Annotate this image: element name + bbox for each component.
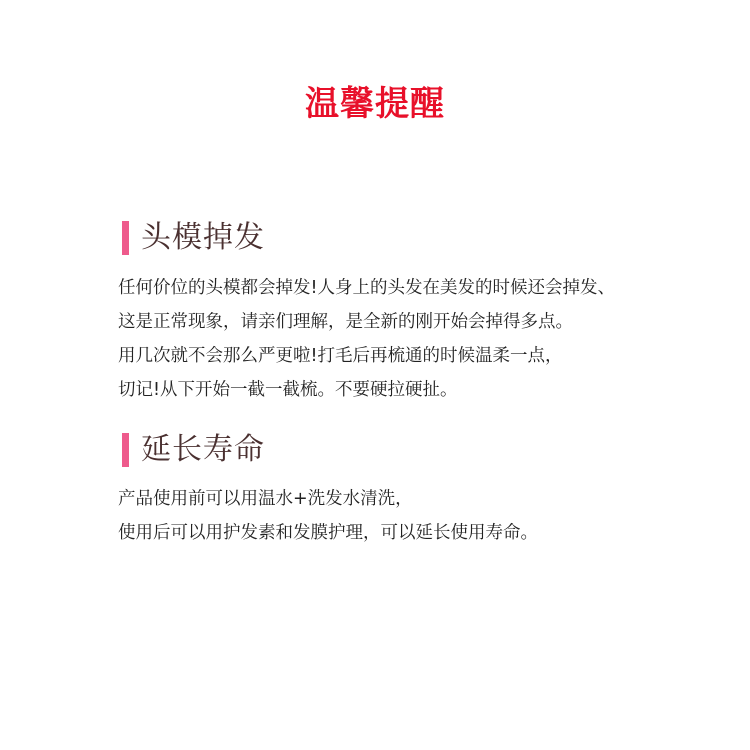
section-body-extend-lifespan: [118, 482, 678, 550]
section-heading-extend-lifespan: [122, 430, 265, 470]
body-line: 切记!从下开始一截一截梳。不要硬拉硬扯。: [118, 380, 458, 400]
body-line: 使用后可以用护发素和发膜护理，可以延长使用寿命。: [118, 523, 538, 543]
page-title: 温馨提醒: [305, 84, 445, 124]
section-heading-hair-shedding: [122, 218, 265, 258]
body-line: 用几次就不会那么严更啦!打毛后再梳通的时候温柔一点，: [118, 346, 563, 366]
heading-accent-bar: [122, 221, 129, 255]
body-line: 产品使用前可以用温水+洗发水清洗，: [118, 489, 413, 509]
body-line: 这是正常现象，请亲们理解，是全新的刚开始会掉得多点。: [118, 312, 573, 332]
body-line: 任何价位的头模都会掉发!人身上的头发在美发的时候还会掉发、: [118, 278, 616, 298]
section-heading-label: 头模掉发: [141, 220, 265, 255]
heading-accent-bar: [122, 433, 129, 467]
section-heading-label: 延长寿命: [141, 432, 265, 467]
section-body-hair-shedding: [118, 271, 678, 407]
